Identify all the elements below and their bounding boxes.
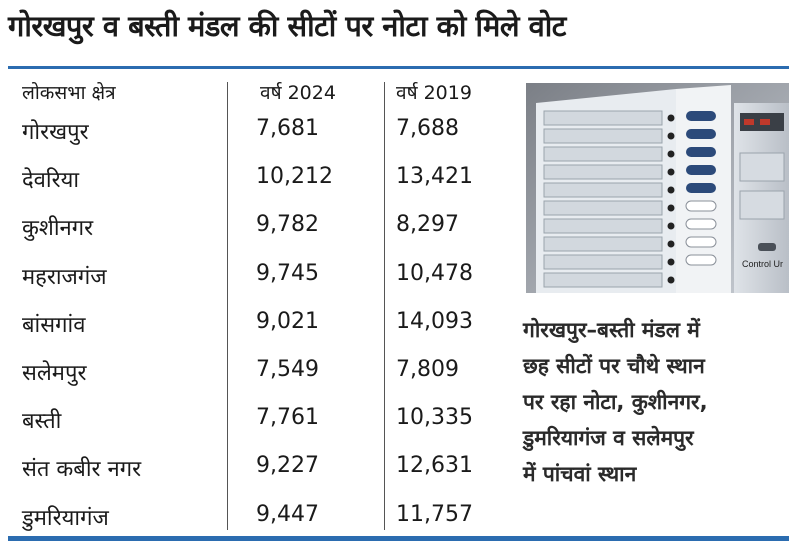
votes-2019-cell: 14,093 [396,308,473,334]
caption-line-1: गोरखपुर–बस्ती मंडल में [523,318,700,342]
votes-2024-cell: 9,782 [256,212,319,238]
header-year-2019: वर्ष 2019 [396,82,472,104]
control-unit-label: Control Ur [742,259,784,269]
caption-line-4: डुमरियागंज व सलेमपुर [523,426,694,450]
constituency-cell: महराजगंज [22,264,107,290]
votes-2024-cell: 7,549 [256,357,319,382]
caption-line-2: छह सीटों पर चौथे स्थान [523,354,705,378]
votes-2019-cell: 8,297 [396,212,459,238]
constituency-cell: देवरिया [22,168,80,194]
votes-2024-cell: 10,212 [256,164,333,190]
control-unit [734,103,789,293]
bottom-divider [8,536,789,541]
column-divider-2 [384,82,385,530]
votes-2024-cell: 9,227 [256,453,319,479]
caption-line-3: पर रहा नोटा, कुशीनगर, [523,390,708,414]
evm-machine-photo [526,83,789,293]
votes-2019-cell: 13,421 [396,164,473,190]
constituency-cell: सलेमपुर [22,361,87,386]
constituency-cell: बस्ती [22,409,62,435]
constituency-cell: संत कबीर नगर [22,457,142,483]
header-constituency: लोकसभा क्षेत्र [22,82,116,104]
constituency-cell: डुमरियागंज [22,505,109,531]
votes-2024-cell: 9,447 [256,501,319,527]
votes-2019-cell: 7,809 [396,357,459,382]
header-year-2024: वर्ष 2024 [260,82,336,104]
constituency-cell: गोरखपुर [22,120,89,145]
votes-2019-cell: 11,757 [396,501,473,527]
column-divider-1 [227,82,228,530]
votes-2024-cell: 9,021 [256,308,319,334]
votes-2024-cell: 9,745 [256,260,319,286]
votes-2024-cell: 7,681 [256,116,319,141]
votes-2019-cell: 10,478 [396,260,473,286]
votes-2019-cell: 10,335 [396,405,473,431]
evm-photo-illustration [526,83,789,293]
page-title: गोरखपुर व बस्ती मंडल की सीटों पर नोटा को मिले वोट [8,9,566,43]
votes-2019-cell: 12,631 [396,453,473,479]
votes-2019-cell: 7,688 [396,116,459,141]
caption-line-5: में पांचवां स्थान [523,462,637,486]
caption-text [523,312,789,492]
title-divider [8,66,789,69]
constituency-cell: कुशीनगर [22,216,94,242]
votes-2024-cell: 7,761 [256,405,319,431]
constituency-cell: बांसगांव [22,312,86,338]
